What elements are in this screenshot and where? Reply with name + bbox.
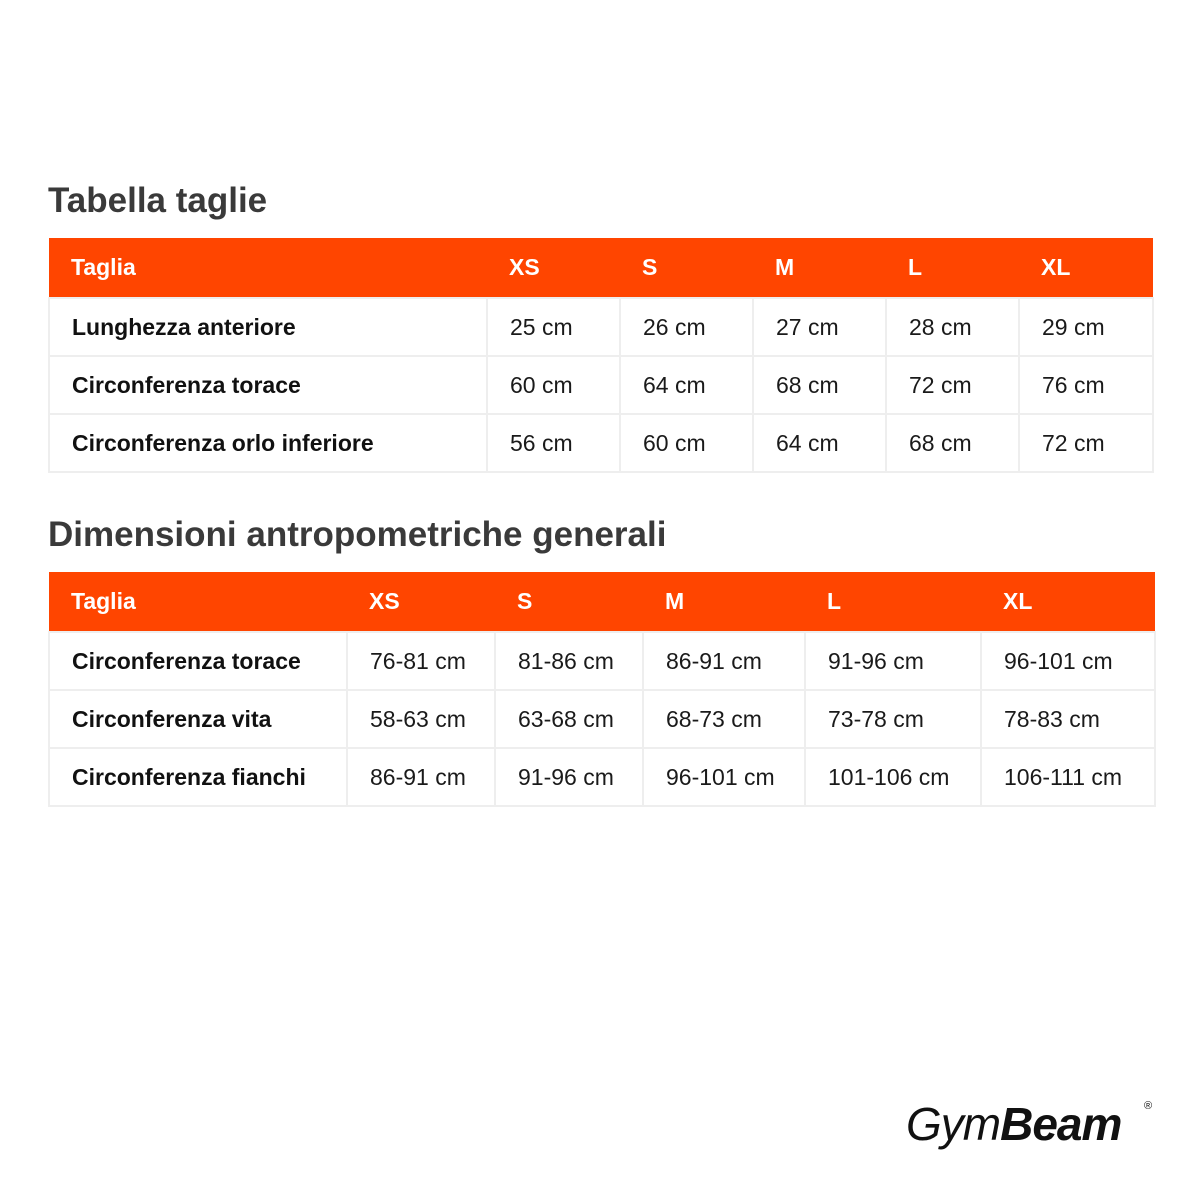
header-cell: S	[495, 572, 643, 632]
table-cell: 101-106 cm	[805, 748, 981, 806]
svg-text:GymBeam	[906, 1098, 1121, 1150]
size-chart-title: Tabella taglie	[48, 181, 268, 220]
table-cell: 91-96 cm	[805, 632, 981, 690]
header-cell: Taglia	[49, 238, 487, 298]
table-header-row	[49, 572, 1155, 632]
table-cell: 56 cm	[487, 414, 620, 472]
table-row	[49, 690, 1155, 748]
gymbeam-logo	[906, 1094, 1156, 1158]
table-cell: 68 cm	[886, 414, 1019, 472]
table-row	[49, 748, 1155, 806]
table-cell: 60 cm	[620, 414, 753, 472]
table-row	[49, 632, 1155, 690]
table-cell: 64 cm	[620, 356, 753, 414]
header-cell: XL	[1019, 238, 1153, 298]
table-cell: 68-73 cm	[643, 690, 805, 748]
table-cell: 86-91 cm	[643, 632, 805, 690]
header-cell: L	[805, 572, 981, 632]
table-cell: 26 cm	[620, 298, 753, 356]
table-cell: 60 cm	[487, 356, 620, 414]
table-cell: 78-83 cm	[981, 690, 1155, 748]
table-cell: 96-101 cm	[643, 748, 805, 806]
table-cell: 72 cm	[1019, 414, 1153, 472]
table-cell: 64 cm	[753, 414, 886, 472]
header-cell: S	[620, 238, 753, 298]
header-cell: XS	[347, 572, 495, 632]
table-cell: 72 cm	[886, 356, 1019, 414]
table-cell: 106-111 cm	[981, 748, 1155, 806]
table-row	[49, 298, 1153, 356]
row-label: Circonferenza vita	[49, 690, 347, 748]
logo-text-bold: Beam	[1000, 1098, 1122, 1150]
anthropometric-table	[48, 572, 1156, 807]
table-cell: 76 cm	[1019, 356, 1153, 414]
table-cell: 58-63 cm	[347, 690, 495, 748]
table-cell: 27 cm	[753, 298, 886, 356]
size-chart-table	[48, 238, 1154, 473]
row-label: Circonferenza torace	[49, 632, 347, 690]
table-cell: 91-96 cm	[495, 748, 643, 806]
table-cell: 29 cm	[1019, 298, 1153, 356]
table-cell: 76-81 cm	[347, 632, 495, 690]
header-cell: M	[643, 572, 805, 632]
anthropometric-title: Dimensioni antropometriche generali	[48, 515, 667, 554]
row-label: Lunghezza anteriore	[49, 298, 487, 356]
header-cell: L	[886, 238, 1019, 298]
row-label: Circonferenza orlo inferiore	[49, 414, 487, 472]
header-cell: M	[753, 238, 886, 298]
table-cell: 96-101 cm	[981, 632, 1155, 690]
header-cell: XS	[487, 238, 620, 298]
registered-mark: ®	[1144, 1100, 1153, 1112]
row-label: Circonferenza torace	[49, 356, 487, 414]
table-header-row	[49, 238, 1153, 298]
logo-text-light: Gym	[906, 1098, 1001, 1150]
table-row	[49, 356, 1153, 414]
table-cell: 81-86 cm	[495, 632, 643, 690]
table-cell: 25 cm	[487, 298, 620, 356]
header-cell: Taglia	[49, 572, 347, 632]
table-cell: 86-91 cm	[347, 748, 495, 806]
table-row	[49, 414, 1153, 472]
table-cell: 73-78 cm	[805, 690, 981, 748]
table-cell: 68 cm	[753, 356, 886, 414]
table-cell: 28 cm	[886, 298, 1019, 356]
header-cell: XL	[981, 572, 1155, 632]
row-label: Circonferenza fianchi	[49, 748, 347, 806]
table-cell: 63-68 cm	[495, 690, 643, 748]
